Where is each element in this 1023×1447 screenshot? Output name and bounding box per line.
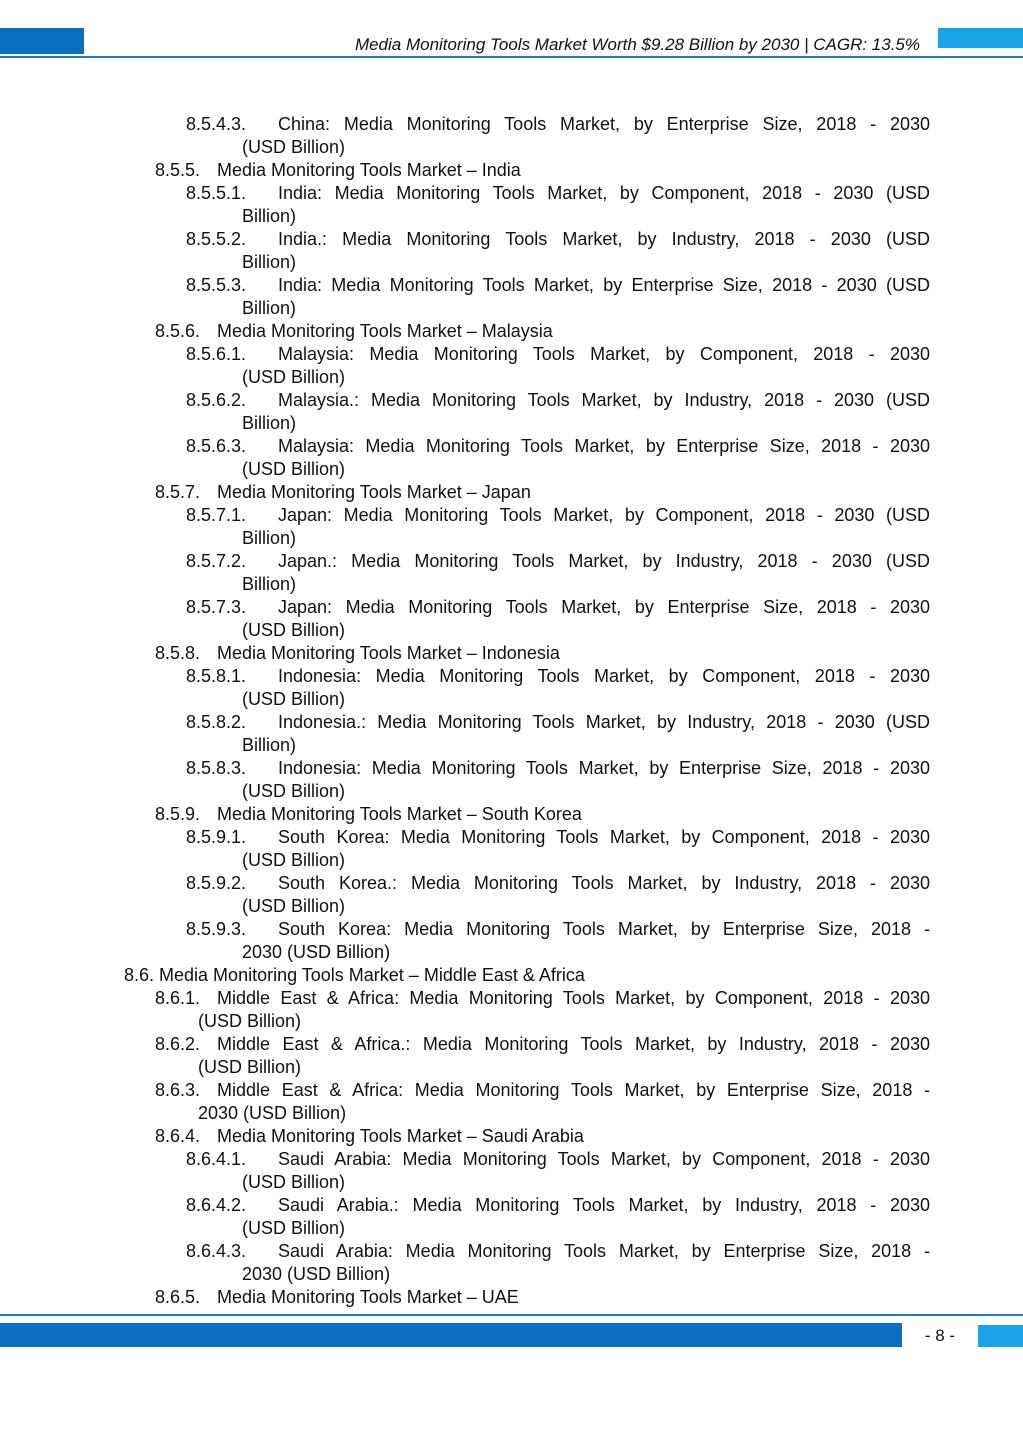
toc-entry[interactable] [155, 1033, 930, 1079]
toc-entry-continuation: (USD Billion) [242, 781, 346, 801]
toc-entry-line [186, 435, 930, 458]
toc-entry-number: 8.6.4.2. [186, 1195, 247, 1215]
toc-entry-title: Indonesia: Media Monitoring Tools Market, by Component, 2018 - 2030 [278, 666, 930, 686]
toc-entry-line [155, 987, 930, 1010]
toc-entry-continuation: 2030 (USD Billion) [198, 1103, 347, 1123]
toc-entry-number: 8.5.5. [155, 160, 201, 180]
toc-entry-continuation: Billion) [242, 735, 297, 755]
toc-entry-title: Saudi Arabia.: Media Monitoring Tools Market, by Industry, 2018 - 2030 [278, 1195, 930, 1215]
page-number: - 8 - [924, 1326, 956, 1345]
toc-entry[interactable] [186, 182, 930, 228]
toc-entry-number: 8.6.4.3. [186, 1241, 247, 1261]
toc-entry-title: Saudi Arabia: Media Monitoring Tools Market, by Component, 2018 - 2030 [278, 1149, 930, 1169]
toc-entry-number: 8.5.7.1. [186, 505, 247, 525]
toc-entry-line [155, 1033, 930, 1056]
toc-entry-line [186, 182, 930, 205]
toc-entry-number: 8.5.9. [155, 804, 201, 824]
toc-entry[interactable] [186, 435, 930, 481]
toc-entry-line [186, 550, 930, 573]
toc-entry-number: 8.5.6. [155, 321, 201, 341]
toc-entry-line [186, 1194, 930, 1217]
toc-entry[interactable] [186, 504, 930, 550]
toc-entry-title: Indonesia.: Media Monitoring Tools Market, by Industry, 2018 - 2030 (USD [278, 712, 930, 732]
toc-entry-continuation: 2030 (USD Billion) [242, 1264, 391, 1284]
toc-entry-line [155, 642, 930, 665]
toc-entry-title: Saudi Arabia: Media Monitoring Tools Market, by Enterprise Size, 2018 - [278, 1241, 930, 1261]
toc-entry-continuation: Billion) [242, 574, 297, 594]
toc-entry[interactable] [155, 987, 930, 1033]
toc-entry[interactable] [186, 711, 930, 757]
toc-entry-line [186, 1148, 930, 1171]
toc-entry-number: 8.5.9.3. [186, 919, 247, 939]
toc-entry-line [186, 504, 930, 527]
toc-entry-line [186, 665, 930, 688]
toc-entry-line [155, 1079, 930, 1102]
toc-entry[interactable] [186, 872, 930, 918]
toc-entry-number: 8.5.5.1. [186, 183, 247, 203]
toc-entry-number: 8.5.5.3. [186, 275, 247, 295]
toc-entry[interactable] [186, 274, 930, 320]
toc-entry[interactable] [155, 481, 930, 504]
toc-entry-title: China: Media Monitoring Tools Market, by Enterprise Size, 2018 - 2030 [278, 114, 930, 134]
toc-entry-continuation: (USD Billion) [242, 1172, 346, 1192]
toc-entry-title: Middle East & Africa: Media Monitoring Tools Market, by Enterprise Size, 2018 - [217, 1080, 930, 1100]
toc-entry-number: 8.6.4. [155, 1126, 201, 1146]
toc-entry-line [186, 872, 930, 895]
toc-entry-title: India: Media Monitoring Tools Market, by Enterprise Size, 2018 - 2030 (USD [278, 275, 930, 295]
toc-entry-continuation: (USD Billion) [198, 1057, 302, 1077]
toc-entry-number: 8.5.9.1. [186, 827, 247, 847]
toc-entry[interactable] [186, 228, 930, 274]
toc-entry-line [186, 1240, 930, 1263]
toc-entry[interactable] [124, 964, 930, 987]
toc-entry-line [186, 826, 930, 849]
toc-entry-title: India: Media Monitoring Tools Market, by Component, 2018 - 2030 (USD [278, 183, 930, 203]
toc-entry[interactable] [155, 1286, 930, 1309]
toc-entry-continuation: Billion) [242, 413, 297, 433]
toc-entry-line [186, 228, 930, 251]
toc-entry-number: 8.5.5.2. [186, 229, 247, 249]
toc-entry[interactable] [186, 1240, 930, 1286]
header-accent-right [938, 28, 1023, 48]
toc-entry[interactable] [186, 918, 930, 964]
toc-entry-line [155, 1125, 930, 1148]
toc-entry[interactable] [186, 550, 930, 596]
toc-entry-title: South Korea: Media Monitoring Tools Market, by Enterprise Size, 2018 - [278, 919, 930, 939]
toc-entry-number: 8.6.4.1. [186, 1149, 247, 1169]
toc-entry-continuation: (USD Billion) [242, 620, 346, 640]
toc-entry-number: 8.5.6.2. [186, 390, 247, 410]
toc-entry-title: Indonesia: Media Monitoring Tools Market, by Enterprise Size, 2018 - 2030 [278, 758, 930, 778]
toc-entry[interactable] [186, 596, 930, 642]
toc-entry[interactable] [155, 803, 930, 826]
toc-entry-title: Middle East & Africa: Media Monitoring Tools Market, by Component, 2018 - 2030 [217, 988, 930, 1008]
footer-rule [0, 1314, 1023, 1316]
toc-entry-line [186, 757, 930, 780]
footer-accent-bar [0, 1323, 902, 1347]
toc-entry-number: 8.6.5. [155, 1287, 201, 1307]
header-rule [0, 56, 1023, 58]
toc-entry-line [186, 918, 930, 941]
header-accent-left [0, 28, 84, 54]
header-title: Media Monitoring Tools Market Worth $9.28 Billion by 2030 | CAGR: 13.5% [354, 35, 920, 54]
toc-entry[interactable] [186, 757, 930, 803]
toc-entry-line [155, 803, 930, 826]
toc-entry-title: Media Monitoring Tools Market – South Korea [217, 804, 582, 824]
toc-entry[interactable] [186, 1194, 930, 1240]
toc-entry-title: Media Monitoring Tools Market – Indonesia [217, 643, 560, 663]
toc-entry[interactable] [155, 1079, 930, 1125]
toc-entry-line [186, 596, 930, 619]
toc-entry-number: 8.5.7.2. [186, 551, 247, 571]
toc-entry[interactable] [186, 665, 930, 711]
toc-entry-number: 8.5.7.3. [186, 597, 247, 617]
toc-entry-number: 8.5.8. [155, 643, 201, 663]
toc-entry-line [186, 274, 930, 297]
toc-entry-title: Malaysia: Media Monitoring Tools Market, by Enterprise Size, 2018 - 2030 [278, 436, 930, 456]
toc-entry-continuation: (USD Billion) [242, 367, 346, 387]
toc-entry-continuation: (USD Billion) [242, 459, 346, 479]
footer-accent-right [978, 1325, 1023, 1347]
toc-entry[interactable] [186, 826, 930, 872]
toc-entry-continuation: (USD Billion) [242, 1218, 346, 1238]
toc-entry-continuation: Billion) [242, 298, 297, 318]
toc-entry-continuation: (USD Billion) [198, 1011, 302, 1031]
toc-entry[interactable] [186, 343, 930, 389]
toc-entry[interactable] [155, 1125, 930, 1148]
toc-entry-continuation: Billion) [242, 252, 297, 272]
toc-entry-number: 8.5.4.3. [186, 114, 247, 134]
toc-entry-line [155, 159, 930, 182]
toc-entry-line [155, 320, 930, 343]
toc-entry-continuation: (USD Billion) [242, 689, 346, 709]
toc-entry-title: South Korea: Media Monitoring Tools Market, by Component, 2018 - 2030 [278, 827, 930, 847]
toc-entry-title: Media Monitoring Tools Market – Middle East & Africa [159, 965, 585, 985]
toc-entry-number: 8.5.8.2. [186, 712, 247, 732]
toc-entry-number: 8.6.3. [155, 1080, 201, 1100]
toc-entry-line [186, 711, 930, 734]
toc-entry-number: 8.6.1. [155, 988, 201, 1008]
toc-entry-continuation: (USD Billion) [242, 850, 346, 870]
toc-entry-number: 8.6.2. [155, 1034, 201, 1054]
toc-entry-title: Malaysia: Media Monitoring Tools Market, by Component, 2018 - 2030 [278, 344, 930, 364]
toc-entry-continuation: (USD Billion) [242, 137, 346, 157]
toc-entry-title: Middle East & Africa.: Media Monitoring Tools Market, by Industry, 2018 - 2030 [217, 1034, 930, 1054]
toc-entry-title: Media Monitoring Tools Market – India [217, 160, 521, 180]
toc-entry[interactable] [186, 1148, 930, 1194]
toc-entry-number: 8.5.8.1. [186, 666, 247, 686]
toc-entry-number: 8.5.6.1. [186, 344, 247, 364]
toc-entry-line [186, 343, 930, 366]
toc-entry-title: Japan: Media Monitoring Tools Market, by Enterprise Size, 2018 - 2030 [278, 597, 930, 617]
toc-entry-title: Media Monitoring Tools Market – UAE [217, 1287, 519, 1307]
toc-entry-line [124, 964, 930, 987]
toc-entry-number: 8.6. [124, 965, 155, 985]
toc-entry[interactable] [155, 320, 930, 343]
toc-entry-number: 8.5.7. [155, 482, 201, 502]
toc-entry-title: Media Monitoring Tools Market – Saudi Arabia [217, 1126, 584, 1146]
toc-entry[interactable] [155, 642, 930, 665]
toc-entry-title: Media Monitoring Tools Market – Japan [217, 482, 531, 502]
toc-entry-line [186, 113, 930, 136]
toc-entry[interactable] [186, 389, 930, 435]
toc-entry-title: Malaysia.: Media Monitoring Tools Market, by Industry, 2018 - 2030 (USD [278, 390, 930, 410]
toc-entry[interactable] [186, 113, 930, 159]
toc-entry[interactable] [155, 159, 930, 182]
toc-entry-line [186, 389, 930, 412]
toc-entry-number: 8.5.6.3. [186, 436, 247, 456]
toc-entry-title: India.: Media Monitoring Tools Market, by Industry, 2018 - 2030 (USD [278, 229, 930, 249]
toc-entry-line [155, 1286, 930, 1309]
toc-entry-title: Media Monitoring Tools Market – Malaysia [217, 321, 553, 341]
toc-entry-continuation: 2030 (USD Billion) [242, 942, 391, 962]
toc-entry-title: Japan: Media Monitoring Tools Market, by Component, 2018 - 2030 (USD [278, 505, 930, 525]
toc-entry-line [155, 481, 930, 504]
toc-entry-title: Japan.: Media Monitoring Tools Market, by Industry, 2018 - 2030 (USD [278, 551, 930, 571]
toc-entry-number: 8.5.9.2. [186, 873, 247, 893]
toc-entry-continuation: (USD Billion) [242, 896, 346, 916]
toc-entry-title: South Korea.: Media Monitoring Tools Market, by Industry, 2018 - 2030 [278, 873, 930, 893]
toc-entry-continuation: Billion) [242, 528, 297, 548]
toc-entry-continuation: Billion) [242, 206, 297, 226]
toc-entry-number: 8.5.8.3. [186, 758, 247, 778]
